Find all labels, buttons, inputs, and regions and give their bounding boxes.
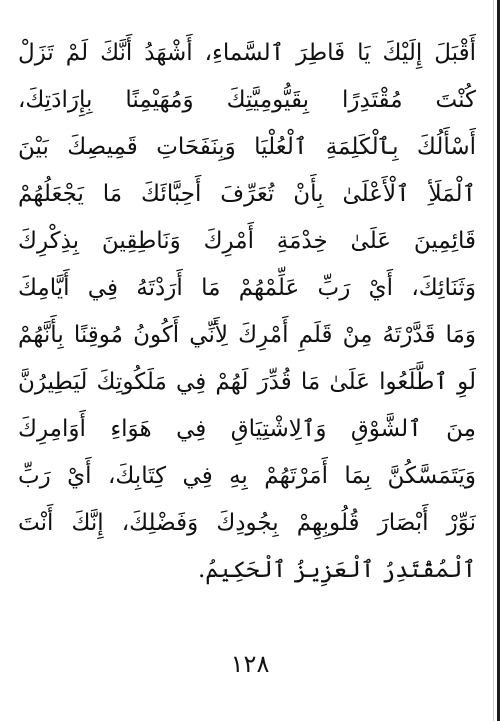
text-line: وَثَنَائِكَ، أَيْ رَبِّ عَلِّمْهُمْ مَا أَرَدْتَهُ فِي أَيَّامِكَ xyxy=(18,275,476,301)
text-line: وَمَا قَدَّرْتَهُ مِنْ قَلَمِ أَمْرِكَ لِأَنِّي أَكُونُ مُوقِنًا بِأَنَّهُمْ xyxy=(18,322,476,348)
text-line: نَوِّرْ أَبْصَارَ قُلُوبِهِمْ بِجُودِكَ وَفَضْلِكَ، إِنَّكَ أَنْتَ xyxy=(18,510,476,536)
text-line: أَسْأَلُكَ بِٱلْكَلِمَةِ ٱلْعُلْيَا وَبِنَفَحَاتِ قَمِيصِكَ بَيْنَ xyxy=(18,134,476,160)
text-line: وَيَتَمَسَّكُنَّ بِمَا أَمَرْتَهُمْ بِهِ فِي كِتَابِكَ، أَيْ رَبِّ xyxy=(18,463,476,489)
text-line: ٱلْمَلَأِ ٱلْأَعْلَىٰ بِأَنْ تُعَرِّفَ أَحِبَّائَكَ مَا يَجْعَلُهُمْ xyxy=(18,181,476,207)
page-edge-line xyxy=(493,0,494,721)
text-line-last: ٱلْمُقْتَدِرُ ٱلْعَزِيزُ ٱلْحَكِيمُ. xyxy=(198,557,476,583)
text-line: كُنْتَ مُقْتَدِرًا بِقَيُّومِيَّتِكَ وَمُهَيْمِنًا بِإِرَادَتِكَ، xyxy=(18,87,476,113)
text-line: لَوِ ٱطَّلَعُوا عَلَىٰ مَا قُدِّرَ لَهُمْ فِي مَلَكُوتِكَ لَيَطِيرُنَّ xyxy=(18,369,476,395)
page-number: ١٢٨ xyxy=(230,650,270,678)
text-line: مِنَ ٱلشَّوْقِ وَٱلِاشْتِيَاقِ فِي هَوَاءِ أَوَامِرِكَ xyxy=(18,416,476,442)
text-line: قَائِمِينَ عَلَىٰ خِدْمَةِ أَمْرِكَ وَنَاطِقِينَ بِذِكْرِكَ xyxy=(18,228,476,254)
text-line: أَقْبَلَ إِلَيْكَ يَا فَاطِرَ ٱلسَّماءِ، أَشْهَدُ أَنَّكَ لَمْ تَزَلْ xyxy=(18,40,476,66)
prayer-text-block xyxy=(18,30,476,594)
